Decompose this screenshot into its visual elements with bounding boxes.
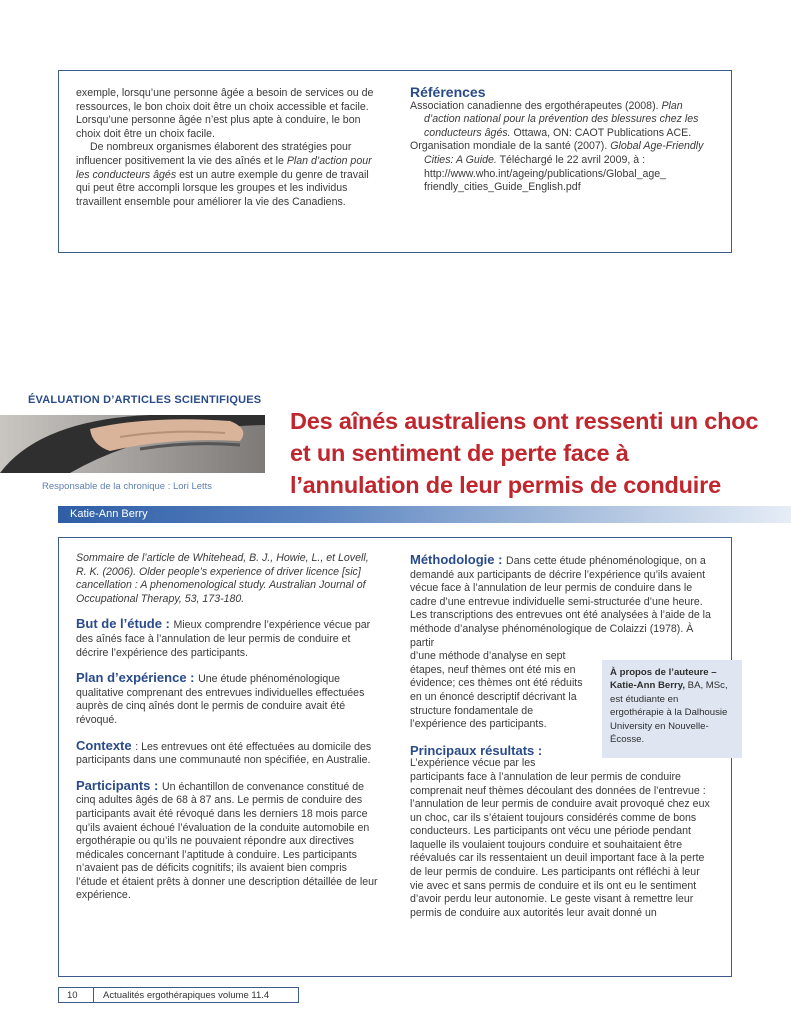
publication-name: Actualités ergothérapiques volume 11.4: [103, 990, 270, 1001]
objective-paragraph: But de l’étude : Mieux comprendre l’expérience vécue par des aînés face à l’annulation de leur permis de conduire et décrire l’expérience des participants.: [76, 616, 371, 659]
results-heading: Principaux résultats :: [410, 742, 543, 758]
results-paragraph: participants face à l’annulation de leur permis de conduire comprenait neuf thèmes découlant des données de l’entrevue : l’annulation de leur permis de conduire avait provoqué chez eux un choc, car ils s’étaient toujours considérés comme de bons conducteurs. Les participants ont vécu une période pendant laquelle ils voulaient toujours conduire et souhaitaient être réévalués car ils ressentaient un deuil important face à la perte de leur permis de conduire. Les participants ont réfléchi à leur vie avec et sans permis de conduire et ils ont eu le sentiment d’avoir perdu leur autonomie. Le geste visant à remettre leur permis de conduire aux autorités leur avait donné un: [410, 770, 710, 919]
references-heading: Références: [410, 84, 486, 100]
continuation-text-column: [76, 87, 382, 209]
continuation-paragraph-1: exemple, lorsqu’une personne âgée a besoin de services ou de ressources, le bon choix doit être un choix accessible et facile. Lorsqu’une personne âgée n’est plus apte à conduire, le bon choix doit être un choix facile.: [76, 87, 374, 140]
article-title: Des aînés australiens ont ressenti un choc et un sentiment de perte face à l’annulation de leur permis de conduire: [290, 408, 759, 498]
about-author-text: BA, MSc, est étudiante en ergothérapie à la Dalhousie University en Nouvelle-Écosse.: [610, 680, 728, 746]
steering-wheel-image: [0, 415, 265, 473]
methodology-paragraph-cont: d’une méthode d’analyse en sept étapes, neuf thèmes ont été mis en évidence; ces thèmes ont été réduits en un énoncé descriptif décrivant la structure fondamentale de l’expérience des participants.: [410, 650, 583, 731]
reference-item: Organisation mondiale de la santé (2007). Global Age-Friendly Cities: A Guide. Téléchargé le 22 avril 2009, à : http://www.who.int/ageing/publications/Global_age_ friendly_cities_Guide_English.pdf: [410, 140, 704, 194]
about-author-box: [602, 660, 742, 758]
reference-item: Association canadienne des ergothérapeutes (2008). Plan d’action national pour la prévention des blessures chez les conducteurs âgés. Ottawa, ON: CAOT Publications ACE.: [410, 99, 699, 139]
continuation-paragraph-2: De nombreux organismes élaborent des stratégies pour influencer positivement la vie des aînés et le Plan d’action pour les conducteurs âgés est un autre exemple du genre de travail qui peut être accompli lorsque les groupes et les individus travaillent ensemble pour améliorer la vie des Canadiens.: [76, 141, 372, 208]
about-author-heading: À propos de l’auteure –: [610, 667, 717, 678]
author-name: Katie-Ann Berry: [70, 508, 148, 520]
participants-paragraph: Participants : Un échantillon de convenance constitué de cinq adultes âgés de 68 à 87 ans. Le permis de conduire des participants avait été révoqué dans les derniers 18 mois parce qu’ils avaient échoué l’évaluation de la conduite automobile en ergothérapie ou qu’ils ne pouvaient répondre aux directives médicales concernant l’aptitude à conduire. Les participants n’avaient pas de déficits cognitifs; ils avaient bien compris l’étude et étaient prêts à donner une description détaillée de leur expérience.: [76, 777, 378, 902]
section-rubric: ÉVALUATION D’ARTICLES SCIENTIFIQUES: [28, 394, 262, 406]
author-bar: [58, 506, 791, 523]
about-author-name: Katie-Ann Berry,: [610, 680, 685, 692]
context-paragraph: Contexte : Les entrevues ont été effectuées au domicile des participants dans une communauté non spécifiée, en Australie.: [76, 737, 372, 767]
article-left-column: [76, 552, 379, 914]
page-number: 10: [67, 990, 78, 1001]
design-paragraph: Plan d’expérience : Une étude phénoménologique qualitative comprenant des entrevues individuelles effectuées auprès de cinq aînés dont le permis de conduire avait été révoqué.: [76, 670, 365, 726]
page-footer: [58, 987, 299, 1003]
methodology-paragraph: Méthodologie : Dans cette étude phénoménologique, on a demandé aux participants de décrire l’expérience qu’ils avaient vécue face à l’annulation de leur permis de conduire dans le cadre d’une entrevue individuelle semi-structurée d’une heure. Les transcriptions des entrevues ont été analysées à l’aide de la méthode d’analyse phénoménologique de Colaizzi (1978). À partir: [410, 552, 711, 649]
steering-wheel-photo: [0, 415, 265, 473]
article-summary: Sommaire de l’article de Whitehead, B. J., Howie, L., et Lovell, R. K. (2006). Older people’s experience of driver licence [sic] cancellation : A phenomenological study. Australian Journal of Occupational Therapy, 53, 173-180.: [76, 552, 369, 605]
footer-divider: [93, 988, 94, 1002]
references-column: [410, 86, 710, 195]
results-paragraph-start: L’expérience vécue par les: [410, 757, 536, 770]
column-editor: Responsable de la chronique : Lori Letts: [42, 481, 213, 492]
